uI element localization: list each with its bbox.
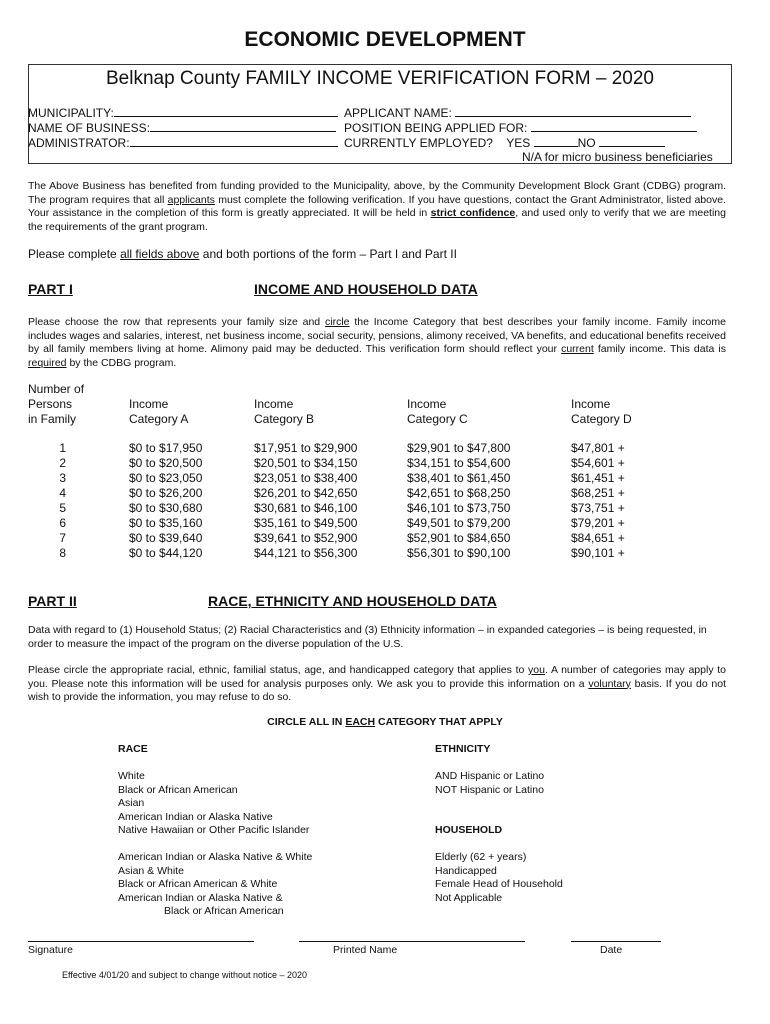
- part2-paragraph-2: Please circle the appropriate racial, ethnic, familial status, age, and handicapped category that applies to you. A number of categories may apply to you. Please note this information will be used for analysis purposes only. We ask you to provide this information on a voluntary basis. If you do not wish to provide the information, you may refuse to do so.: [28, 664, 727, 703]
- table-cell: 4: [59, 486, 66, 500]
- printed-name-label: Printed Name: [333, 944, 398, 956]
- page-title: ECONOMIC DEVELOPMENT: [244, 28, 526, 51]
- part1-heading: INCOME AND HOUSEHOLD DATA: [254, 281, 478, 297]
- table-cell[interactable]: $47,801 +: [571, 441, 625, 455]
- persons-column: [50, 441, 66, 561]
- table-cell[interactable]: $39,641 to $52,900: [254, 531, 358, 545]
- list-item[interactable]: Not Applicable: [435, 891, 503, 904]
- list-item[interactable]: Handicapped: [435, 864, 497, 877]
- table-cell[interactable]: $0 to $35,160: [129, 516, 203, 530]
- race-heading: RACE: [118, 743, 148, 755]
- employed-label: CURRENTLY EMPLOYED?: [344, 136, 493, 150]
- table-cell: 2: [59, 456, 66, 470]
- table-cell[interactable]: $0 to $17,950: [129, 441, 203, 455]
- part2-label: PART II: [28, 593, 77, 609]
- intro-paragraph: The Above Business has benefited from funding provided to the Municipality, above, by the Community Development Block Grant (CDBG) program. The program requires that all applicants must complete the following verification. If you have questions, contact the Grant Administrator, listed above. Your assistance in the completion of this form is greatly appreciated. It will be held in strict confidence, and used only to verify that we are meeting the requirements of the grant program.: [28, 180, 726, 233]
- applicant-field[interactable]: [344, 105, 691, 121]
- category-a-column: [129, 441, 202, 561]
- footer-note: Effective 4/01/20 and subject to change without notice – 2020: [62, 970, 308, 980]
- category-b-column: [254, 441, 357, 561]
- table-cell[interactable]: $17,951 to $29,900: [254, 441, 358, 455]
- applicant-line[interactable]: [455, 105, 691, 117]
- list-item[interactable]: Asian: [118, 797, 145, 809]
- table-cell[interactable]: $46,101 to $73,750: [407, 501, 511, 515]
- list-item[interactable]: American Indian or Alaska Native &: [118, 891, 283, 904]
- position-label: POSITION BEING APPLIED FOR:: [344, 121, 528, 135]
- part1-paragraph: Please choose the row that represents your family size and circle the Income Category that best describes your family income. Family income includes wages and salaries, interest, net business income, social security, pensions, alimony received, VA benefits, and educational benefits received by all family members living at home. Alimony paid may be deducted. This verification form should reflect your current family income. This data is required by the CDBG program.: [28, 316, 726, 369]
- ethnicity-list: [435, 770, 544, 797]
- list-item[interactable]: AND Hispanic or Latino: [435, 770, 545, 782]
- business-field[interactable]: [28, 120, 336, 136]
- table-cell[interactable]: $0 to $39,640: [129, 531, 203, 545]
- table-cell[interactable]: $38,401 to $61,450: [407, 471, 511, 485]
- table-cell[interactable]: $90,101 +: [571, 546, 625, 560]
- table-cell[interactable]: $73,751 +: [571, 501, 625, 515]
- list-item[interactable]: Native Hawaiian or Other Pacific Islander: [118, 824, 310, 836]
- table-cell: 3: [59, 471, 66, 485]
- yes-line[interactable]: [534, 135, 578, 147]
- table-cell[interactable]: $0 to $44,120: [129, 546, 203, 560]
- race-list-2: [118, 851, 312, 919]
- administrator-field[interactable]: [28, 135, 338, 151]
- ethnicity-heading: ETHNICITY: [435, 743, 491, 755]
- category-c-column: [407, 441, 510, 561]
- table-cell[interactable]: $34,151 to $54,600: [407, 456, 511, 470]
- table-cell[interactable]: $35,161 to $49,500: [254, 516, 358, 530]
- list-item[interactable]: Black or African American & White: [118, 878, 278, 890]
- table-cell: 7: [59, 531, 66, 545]
- table-cell: 5: [59, 501, 66, 515]
- employed-field: [344, 135, 665, 151]
- date-line[interactable]: [571, 941, 661, 942]
- part1-label: PART I: [28, 281, 73, 297]
- table-cell[interactable]: $49,501 to $79,200: [407, 516, 511, 530]
- administrator-line[interactable]: [130, 135, 338, 147]
- list-item[interactable]: Elderly (62 + years): [435, 851, 527, 863]
- na-note: N/A for micro business beneficiaries: [522, 150, 713, 164]
- list-item[interactable]: American Indian or Alaska Native: [118, 810, 273, 823]
- table-cell[interactable]: $29,901 to $47,800: [407, 441, 511, 455]
- race-list-1: [118, 770, 309, 838]
- header-category-a: Income Category A: [129, 397, 189, 426]
- form-subtitle: Belknap County FAMILY INCOME VERIFICATION FORM – 2020: [105, 68, 654, 89]
- municipality-field[interactable]: [28, 105, 338, 121]
- table-cell: 8: [59, 546, 66, 560]
- printed-name-line[interactable]: [299, 941, 525, 942]
- list-item[interactable]: NOT Hispanic or Latino: [435, 783, 544, 796]
- table-cell[interactable]: $61,451 +: [571, 471, 625, 485]
- table-cell[interactable]: $30,681 to $46,100: [254, 501, 358, 515]
- signature-label: Signature: [28, 944, 73, 956]
- header-category-b: Income Category B: [254, 397, 315, 426]
- position-line[interactable]: [531, 120, 697, 132]
- household-heading: HOUSEHOLD: [435, 824, 503, 836]
- table-cell[interactable]: $54,601 +: [571, 456, 625, 470]
- complete-instruction: Please complete all fields above and both portions of the form – Part I and Part II: [28, 247, 457, 261]
- municipality-label: MUNICIPALITY:: [28, 106, 114, 120]
- list-item[interactable]: Female Head of Household: [435, 878, 563, 890]
- no-line[interactable]: [599, 135, 665, 147]
- signature-line[interactable]: [28, 941, 254, 942]
- table-cell[interactable]: $0 to $30,680: [129, 501, 203, 515]
- list-item[interactable]: Black or African American: [164, 905, 284, 917]
- part2-heading: RACE, ETHNICITY AND HOUSEHOLD DATA: [208, 593, 497, 609]
- list-item[interactable]: Asian & White: [118, 864, 184, 877]
- list-item[interactable]: White: [118, 770, 145, 782]
- table-cell[interactable]: $20,501 to $34,150: [254, 456, 358, 470]
- table-cell[interactable]: $44,121 to $56,300: [254, 546, 358, 560]
- table-cell[interactable]: $84,651 +: [571, 531, 625, 545]
- table-cell[interactable]: $56,301 to $90,100: [407, 546, 511, 560]
- list-item[interactable]: Black or African American: [118, 783, 238, 796]
- table-cell: 1: [59, 441, 66, 455]
- applicant-label: APPLICANT NAME:: [344, 106, 452, 120]
- table-cell[interactable]: $0 to $26,200: [129, 486, 203, 500]
- table-cell: 6: [59, 516, 66, 530]
- no-label: NO: [577, 136, 596, 150]
- list-item[interactable]: American Indian or Alaska Native & White: [118, 851, 313, 863]
- category-d-column: [571, 441, 625, 561]
- table-cell[interactable]: $23,051 to $38,400: [254, 471, 358, 485]
- administrator-label: ADMINISTRATOR:: [28, 136, 130, 150]
- household-list: [435, 851, 563, 905]
- table-cell[interactable]: $26,201 to $42,650: [254, 486, 358, 500]
- table-cell[interactable]: $79,201 +: [571, 516, 625, 530]
- part2-paragraph-1: Data with regard to (1) Household Status; (2) Racial Characteristics and (3) Ethnicity information – in expanded categories – is being requested, in order to measure the impact of the program on the diverse population of the U.S.: [28, 624, 707, 650]
- yes-label: YES: [506, 136, 531, 150]
- business-line[interactable]: [150, 120, 336, 132]
- header-category-c: Income Category C: [407, 397, 468, 426]
- table-cell[interactable]: $68,251 +: [571, 486, 625, 500]
- position-field[interactable]: [344, 120, 697, 136]
- table-cell[interactable]: $52,901 to $84,650: [407, 531, 511, 545]
- table-cell[interactable]: $0 to $20,500: [129, 456, 203, 470]
- header-persons: Number of Persons in Family: [28, 382, 85, 426]
- table-cell[interactable]: $42,651 to $68,250: [407, 486, 511, 500]
- date-label: Date: [600, 944, 623, 956]
- circle-instruction: CIRCLE ALL IN EACH CATEGORY THAT APPLY: [267, 716, 503, 728]
- header-category-d: Income Category D: [571, 397, 632, 426]
- business-label: NAME OF BUSINESS:: [28, 121, 151, 135]
- table-cell[interactable]: $0 to $23,050: [129, 471, 203, 485]
- municipality-line[interactable]: [114, 105, 338, 117]
